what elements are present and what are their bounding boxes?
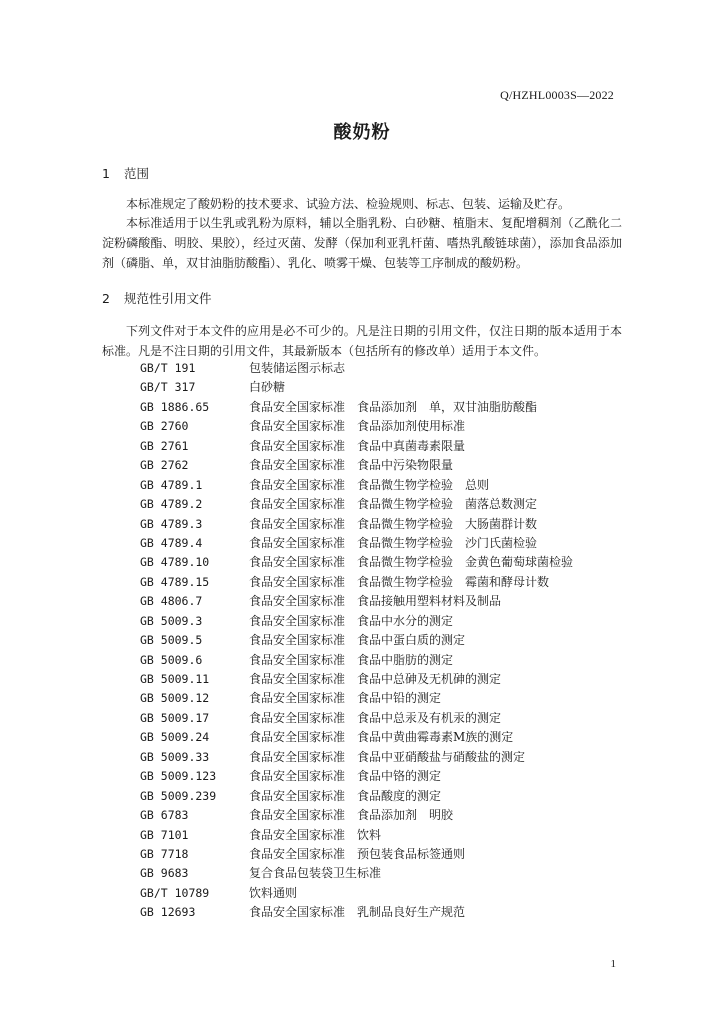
reference-title: 食品安全国家标准 食品微生物学检验 沙门氏菌检验 [249,535,538,550]
reference-title: 食品安全国家标准 食品添加剂 明胶 [249,808,454,823]
standard-code: Q/HZHL0003S—2022 [500,88,614,102]
reference-row [0,767,724,786]
reference-title: 食品安全国家标准 食品中真菌毒素限量 [249,438,466,453]
reference-title: 食品安全国家标准 食品接触用塑料材料及制品 [249,594,502,609]
reference-title: 白砂糖 [249,380,286,395]
reference-row [0,495,724,514]
reference-code: GB 4789.4 [140,535,203,550]
reference-row [0,378,724,397]
reference-title: 复合食品包装袋卫生标准 [249,866,382,881]
reference-code: GB 5009.17 [140,710,210,725]
reference-row [0,689,724,708]
reference-row [0,864,724,883]
reference-list [0,359,724,923]
reference-title: 饮料通则 [249,885,298,900]
reference-title: 食品安全国家标准 预包装食品标签通则 [249,846,466,861]
reference-row [0,903,724,922]
reference-title: 食品安全国家标准 食品微生物学检验 总则 [249,477,490,492]
reference-row [0,806,724,825]
reference-code: GB 2761 [140,438,189,453]
reference-row [0,845,724,864]
reference-row [0,592,724,611]
page-number: 1 [610,958,616,970]
reference-row [0,748,724,767]
reference-code: GB/T 10789 [140,885,210,900]
reference-title: 食品安全国家标准 食品中污染物限量 [249,458,454,473]
reference-title: 食品安全国家标准 食品微生物学检验 菌落总数测定 [249,497,538,512]
reference-code: GB 5009.11 [140,672,210,686]
reference-code: GB 4789.15 [140,574,210,589]
reference-title: 食品安全国家标准 食品酸度的测定 [249,788,442,803]
reference-code: GB 2760 [140,419,189,434]
reference-code: GB 6783 [140,808,189,823]
reference-code: GB 5009.33 [140,749,210,764]
reference-title: 包装储运图示标志 [249,361,346,375]
reference-title: 食品安全国家标准 食品中水分的测定 [249,613,454,628]
reference-code: GB/T 191 [140,361,196,375]
scope-paragraph-2: 本标准适用于以生乳或乳粉为原料，辅以全脂乳粉、白砂糖、植脂末、复配增稠剂（乙酰化二淀粉磷酸酯、明胶、果胶），经过灭菌、发酵（保加利亚乳杆菌、嗜热乳酸链球菌），添加食品添加剂（磷脂、单，双甘油脂肪酸酯）、乳化、喷雾干燥、包装等工序制成的酸奶粉。 [102,216,622,270]
reference-title: 食品安全国家标准 食品中亚硝酸盐与硝酸盐的测定 [249,749,526,764]
section-2-heading [102,289,212,307]
reference-row [0,709,724,728]
reference-row [0,826,724,845]
reference-row [0,631,724,650]
reference-row [0,417,724,436]
reference-row [0,456,724,475]
reference-row [0,534,724,553]
section-1-heading [102,164,149,182]
reference-title: 食品安全国家标准 食品添加剂使用标准 [249,419,466,434]
reference-row [0,612,724,631]
reference-row [0,670,724,689]
reference-title: 食品安全国家标准 食品中总砷及无机砷的测定 [249,672,502,686]
reference-code: GB 1886.65 [140,399,210,414]
reference-code: GB/T 317 [140,380,196,395]
reference-code: GB 4806.7 [140,594,203,609]
section-number: 2 [102,291,110,306]
reference-row [0,398,724,417]
reference-title: 食品安全国家标准 食品中铬的测定 [249,769,442,784]
reference-title: 食品安全国家标准 食品中脂肪的测定 [249,652,454,667]
reference-title: 食品安全国家标准 乳制品良好生产规范 [249,905,466,920]
references-intro: 下列文件对于本文件的应用是必不可少的。凡是注日期的引用文件，仅注日期的版本适用于本标准。凡是不注日期的引用文件，其最新版本（包括所有的修改单）适用于本文件。 [102,324,622,358]
reference-title: 食品安全国家标准 食品微生物学检验 金黄色葡萄球菌检验 [249,555,574,570]
reference-code: GB 5009.239 [140,788,217,803]
reference-code: GB 7718 [140,846,189,861]
reference-title: 食品安全国家标准 食品中黄曲霉毒素M族的测定 [249,730,514,745]
page-title: 酸奶粉 [333,122,391,143]
reference-row [0,787,724,806]
reference-row [0,553,724,572]
reference-row [0,884,724,903]
reference-code: GB 4789.1 [140,477,203,492]
reference-code: GB 4789.2 [140,497,203,512]
reference-row [0,728,724,747]
reference-title: 食品安全国家标准 食品中铅的测定 [249,691,442,706]
reference-code: GB 7101 [140,827,189,842]
reference-code: GB 5009.12 [140,691,210,706]
reference-title: 食品安全国家标准 食品中总汞及有机汞的测定 [249,710,502,725]
reference-row [0,573,724,592]
reference-code: GB 4789.10 [140,555,210,570]
section-title: 范围 [123,166,149,181]
reference-row [0,359,724,378]
reference-title: 食品安全国家标准 食品中蛋白质的测定 [249,633,466,648]
reference-code: GB 5009.24 [140,730,210,745]
reference-row [0,437,724,456]
reference-code: GB 5009.123 [140,769,217,784]
section-title: 规范性引用文件 [123,291,212,306]
reference-code: GB 4789.3 [140,516,203,531]
reference-code: GB 5009.3 [140,613,203,628]
section-number: 1 [102,166,110,181]
reference-title: 食品安全国家标准 饮料 [249,827,382,842]
reference-code: GB 5009.6 [140,652,203,667]
reference-code: GB 9683 [140,866,189,881]
reference-title: 食品安全国家标准 食品微生物学检验 大肠菌群计数 [249,516,538,531]
reference-code: GB 12693 [140,905,196,920]
reference-row [0,515,724,534]
reference-title: 食品安全国家标准 食品添加剂 单，双甘油脂肪酸酯 [249,399,538,414]
reference-code: GB 2762 [140,458,189,473]
reference-row [0,651,724,670]
reference-row [0,476,724,495]
reference-title: 食品安全国家标准 食品微生物学检验 霉菌和酵母计数 [249,574,550,589]
scope-paragraph-1: 本标准规定了酸奶粉的技术要求、试验方法、检验规则、标志、包装、运输及贮存。 [126,197,571,211]
reference-code: GB 5009.5 [140,633,203,648]
